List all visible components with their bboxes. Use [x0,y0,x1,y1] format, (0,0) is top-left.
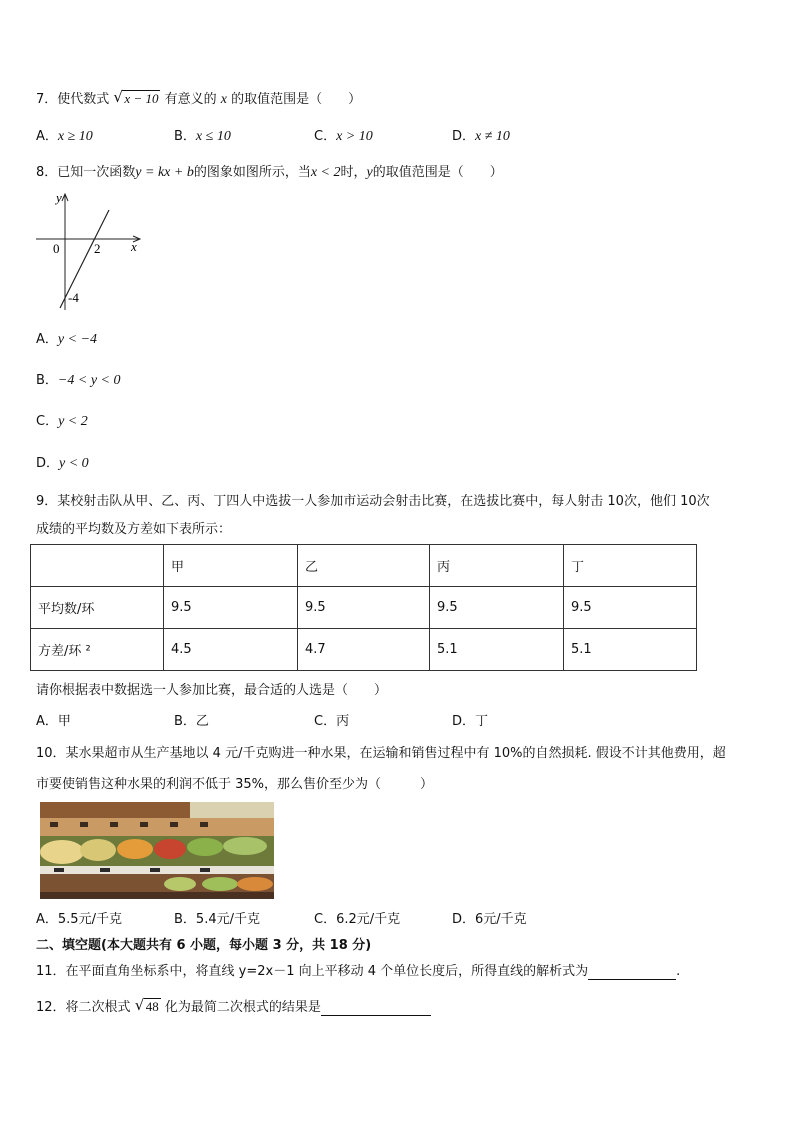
x-axis-label: x [131,239,137,254]
option-label: B． [174,129,196,144]
q8-mid: 的图象如图所示，当 [193,165,311,180]
q7-prefix: 7．使代数式 [36,92,110,107]
q10-line-1: 10．某水果超市从生产基地以 4 元/千克购进一种水果，在运输和销售过程中有 10%的自然损耗. 假设不计其他费用，超 [36,746,726,761]
q10-option-c[interactable] [314,908,400,927]
q12-suffix: 化为最简二次根式的结果是 [164,1000,321,1015]
option-label: C． [314,912,337,927]
table-cell: 5.1 [430,629,564,671]
x-intercept-label: 2 [94,241,101,256]
q8-option-d[interactable] [36,452,89,472]
table-cell: 方差/环 ² [31,629,164,671]
option-expr: 5.4元/千克 [195,912,260,927]
q8-yvar: y [366,165,373,180]
option-label: C． [314,129,337,144]
q9-option-c[interactable] [314,710,349,729]
option-expr: 6元/千克 [475,912,527,927]
fruit-shelf-photo [40,802,274,899]
q7-option-c[interactable] [314,125,373,145]
score-table [30,544,697,671]
table-header-cell: 甲 [164,545,298,587]
q11-text: 11．在平面直角坐标系中，将直线 y=2x－1 向上平移动 4 个单位长度后，所得直线的解析式为 [36,964,589,979]
table-row [31,629,697,671]
option-expr: y < 2 [58,414,88,429]
option-label: D． [452,129,476,144]
section-2-title: 二、填空题(本大题共有 6 小题，每小题 3 分，共 18 分) [36,938,372,953]
option-expr: 乙 [195,714,209,729]
q8-suffix: 的取值范围是（ ） [372,165,503,180]
option-expr: 丙 [336,714,350,729]
table-header-row [31,545,697,587]
q8-mid2: 时， [340,165,367,180]
option-expr: x ≥ 10 [57,129,93,144]
option-label: B． [174,714,196,729]
table-cell: 9.5 [564,587,697,629]
q12-radical [134,996,161,1015]
table-cell: 平均数/环 [31,587,164,629]
option-expr: 5.5元/千克 [57,912,122,927]
question-8-stem [36,161,503,181]
q7-option-b[interactable] [174,125,231,145]
option-expr: 甲 [57,714,71,729]
question-7-stem [36,88,361,108]
q9-line-1: 9．某校射击队从甲、乙、丙、丁四人中选拔一人参加市运动会射击比赛，在选拔比赛中，每人射击 10次，他们 10次 [36,494,710,509]
q8-cond: x < 2 [310,165,341,180]
y-intercept-label: -4 [68,290,79,305]
option-label: A． [36,714,58,729]
table-header-cell: 丙 [430,545,564,587]
option-expr: y < 0 [59,456,89,471]
q10-option-a[interactable] [36,908,122,927]
option-expr: 丁 [475,714,489,729]
option-label: C． [36,414,59,429]
option-label: B． [174,912,196,927]
q9-option-a[interactable] [36,710,71,729]
option-expr: x > 10 [336,129,373,144]
radical-sign-icon: √ [134,996,145,1014]
option-label: A． [36,912,58,927]
linear-function-graph [36,190,148,312]
table-header-cell: 丁 [564,545,697,587]
q7-option-a[interactable] [36,125,93,145]
option-label: D． [36,456,60,471]
q8-option-a[interactable] [36,328,97,348]
q9-prompt: 请你根据表中数据选一人参加比赛，最合适的人选是（ ） [36,683,388,698]
radical-sign-icon: √ [113,88,123,106]
option-label: C． [314,714,337,729]
table-cell: 4.5 [164,629,298,671]
origin-label: 0 [53,241,60,256]
option-label: D． [452,714,476,729]
q8-option-b[interactable] [36,369,120,389]
q12-answer-blank[interactable] [321,1000,431,1016]
table-cell: 9.5 [430,587,564,629]
q7-option-d[interactable] [452,125,510,145]
q7-suffix-a: 有意义的 [164,92,217,107]
y-axis-label: y [56,190,62,205]
q9-option-b[interactable] [174,710,209,729]
q7-radical [113,88,160,107]
q10-line-2: 市要使销售这种水果的利润不低于 35%，那么售价至少为（ ） [36,777,434,792]
q11-answer-blank[interactable] [588,964,676,980]
option-label: B． [36,373,58,388]
option-expr: x ≠ 10 [475,129,510,144]
q12-radicand: 48 [145,999,159,1014]
option-expr: −4 < y < 0 [57,373,121,388]
table-header-cell: 乙 [298,545,430,587]
q8-option-c[interactable] [36,410,88,430]
table-header-cell [31,545,164,587]
table-cell: 5.1 [564,629,697,671]
q10-option-b[interactable] [174,908,260,927]
table-cell: 4.7 [298,629,430,671]
q9-option-d[interactable] [452,710,488,729]
option-expr: x ≤ 10 [195,129,231,144]
question-12 [36,996,431,1016]
q7-radicand: x − 10 [124,91,159,106]
q12-prefix: 12．将二次根式 [36,1000,131,1015]
table-cell: 9.5 [298,587,430,629]
table-row [31,587,697,629]
q9-line-2: 成绩的平均数及方差如下表所示： [36,522,232,537]
question-11 [36,960,680,980]
q7-var: x [220,92,227,107]
option-expr: 6.2元/千克 [336,912,401,927]
q10-option-d[interactable] [452,908,527,927]
table-cell: 9.5 [164,587,298,629]
q11-end: . [676,964,681,979]
q7-suffix-b: 的取值范围是（ ） [231,92,362,107]
q8-func: y = kx + b [135,165,194,180]
q8-prefix: 8．已知一次函数 [36,165,136,180]
option-label: A． [36,129,58,144]
option-label: D． [452,912,476,927]
option-label: A． [36,332,58,347]
option-expr: y < −4 [57,332,98,347]
